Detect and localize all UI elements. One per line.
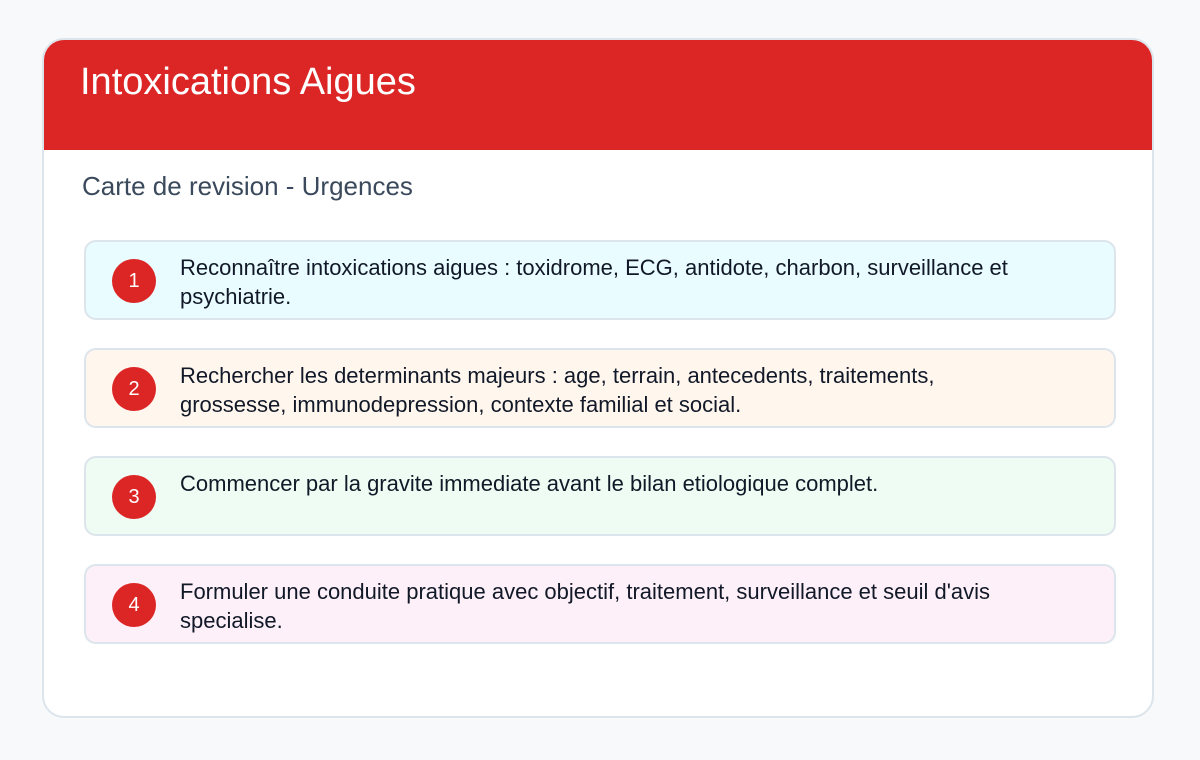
list-item-4 — [84, 564, 1116, 644]
list-item-text: Commencer par la gravite immediate avant le bilan etiologique complet. — [180, 471, 879, 496]
list-item-text: Formuler une conduite pratique avec objectif, traitement, surveillance et seuil d'avis specialise. — [180, 579, 991, 633]
step-number-badge: 2 — [112, 367, 156, 411]
page-title: Intoxications Aigues — [80, 61, 416, 103]
list-item-text: Rechercher les determinants majeurs : age, terrain, antecedents, traitements, grossesse, immunodepression, contexte familial et social. — [180, 363, 935, 417]
card-subtitle: Carte de revision - Urgences — [82, 171, 413, 201]
step-number-badge: 3 — [112, 475, 156, 519]
list-item-2 — [84, 348, 1116, 428]
list-item-text: Reconnaître intoxications aigues : toxidrome, ECG, antidote, charbon, surveillance et psychiatrie. — [180, 255, 1008, 309]
step-number-badge: 4 — [112, 583, 156, 627]
revision-card — [42, 38, 1154, 718]
card-header — [44, 40, 1152, 150]
list-item-1 — [84, 240, 1116, 320]
step-number-badge: 1 — [112, 259, 156, 303]
list-item-3 — [84, 456, 1116, 536]
